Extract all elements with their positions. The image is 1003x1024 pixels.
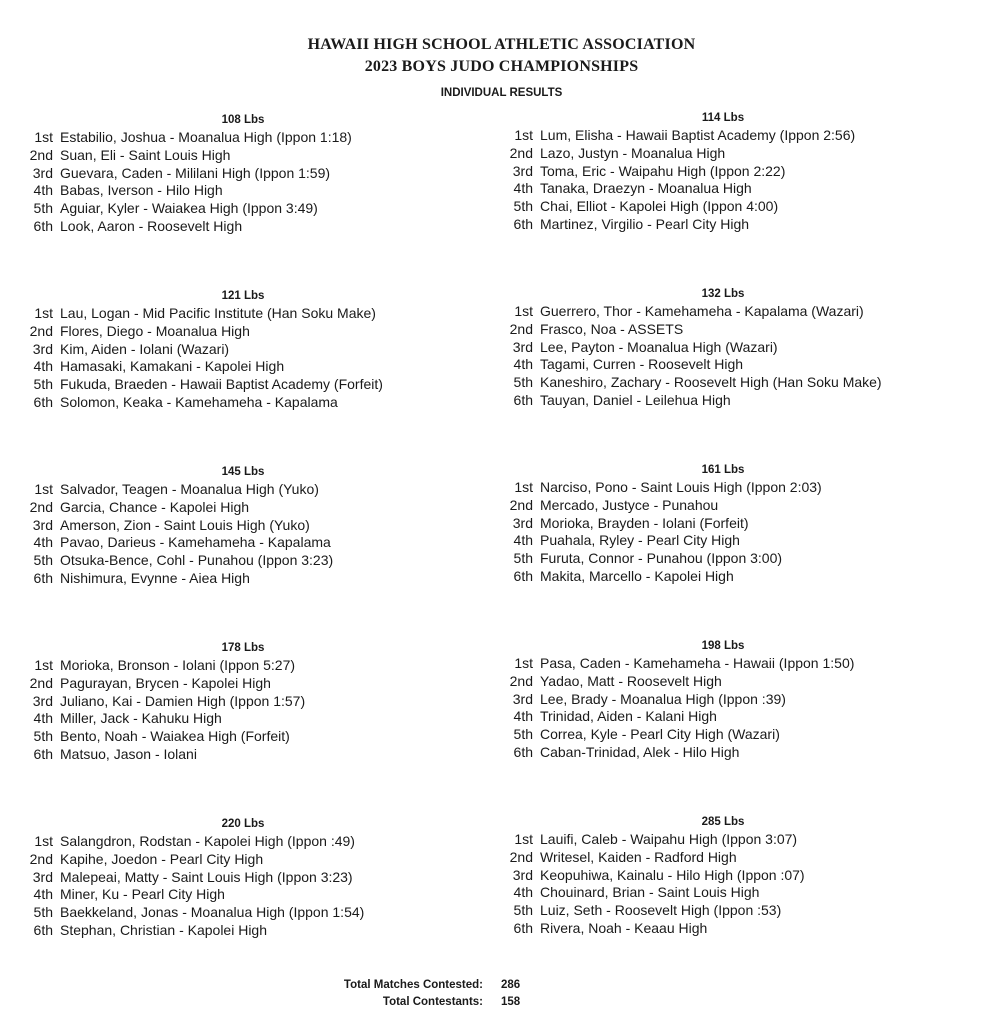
result-athlete: Bento, Noah - Waiakea High (Forfeit) — [60, 728, 290, 745]
weight-class-title: 132 Lbs — [701, 288, 745, 300]
result-athlete: Chai, Elliot - Kapolei High (Ippon 4:00) — [540, 198, 779, 215]
result-athlete: Morioka, Brayden - Iolani (Forfeit) — [540, 514, 749, 531]
result-row — [23, 200, 463, 218]
result-place: 6th — [33, 745, 53, 762]
result-athlete: Garcia, Chance - Kapolei High — [60, 498, 250, 515]
result-place: 5th — [33, 376, 53, 393]
result-row — [503, 515, 943, 533]
result-place: 6th — [513, 215, 533, 232]
result-row — [503, 673, 943, 691]
total-matches-value: 286 — [501, 979, 521, 991]
result-place: 6th — [33, 393, 53, 410]
result-row — [503, 831, 943, 849]
result-athlete: Kim, Aiden - Iolani (Wazari) — [60, 340, 230, 357]
result-athlete: Lazo, Justyn - Moanalua High — [540, 144, 726, 161]
result-place: 3rd — [512, 338, 533, 355]
result-athlete: Fukuda, Braeden - Hawaii Baptist Academy (Forfeit) — [60, 376, 383, 393]
result-place: 4th — [513, 356, 533, 373]
result-row — [503, 902, 943, 920]
result-athlete: Furuta, Connor - Punahou (Ippon 3:00) — [540, 550, 783, 567]
result-row — [503, 568, 943, 586]
result-place: 3rd — [32, 164, 53, 181]
result-place: 2nd — [509, 672, 533, 689]
result-row — [503, 374, 943, 392]
result-place: 1st — [514, 479, 533, 495]
weight-class-block — [23, 642, 463, 764]
weight-class-title: 121 Lbs — [221, 290, 265, 302]
result-row — [503, 163, 943, 181]
total-matches-label: Total Matches Contested: — [343, 979, 483, 991]
result-athlete: Nishimura, Evynne - Aiea High — [60, 569, 250, 586]
result-place: 3rd — [512, 866, 533, 883]
result-place: 1st — [34, 481, 53, 497]
result-place: 1st — [34, 305, 53, 321]
result-row — [503, 339, 943, 357]
result-place: 6th — [513, 567, 533, 584]
result-place: 5th — [513, 902, 533, 919]
result-row — [503, 867, 943, 885]
result-row — [23, 657, 463, 675]
result-place: 6th — [33, 921, 53, 938]
result-athlete: Frasco, Noa - ASSETS — [540, 320, 684, 337]
result-row — [23, 182, 463, 200]
total-contestants-label: Total Contestants: — [382, 996, 483, 1008]
result-place: 6th — [513, 743, 533, 760]
weight-class-title: 108 Lbs — [221, 114, 265, 126]
result-athlete: Writesel, Kaiden - Radford High — [540, 848, 737, 865]
result-place: 2nd — [509, 848, 533, 865]
weight-class-title: 178 Lbs — [221, 642, 265, 654]
result-row — [503, 479, 943, 497]
result-row — [23, 341, 463, 359]
result-place: 5th — [33, 728, 53, 745]
result-row — [23, 746, 463, 764]
result-athlete: Estabilio, Joshua - Moanalua High (Ippon 1:18) — [60, 129, 352, 145]
result-place: 1st — [34, 657, 53, 673]
result-athlete: Narciso, Pono - Saint Louis High (Ippon 2:03) — [540, 479, 822, 495]
result-athlete: Guerrero, Thor - Kamehameha - Kapalama (Wazari) — [540, 303, 864, 319]
result-athlete: Tanaka, Draezyn - Moanalua High — [540, 180, 752, 197]
result-row — [23, 305, 463, 323]
result-athlete: Kapihe, Joedon - Pearl City High — [60, 850, 264, 867]
result-place: 4th — [33, 710, 53, 727]
result-place: 3rd — [512, 514, 533, 531]
result-athlete: Solomon, Keaka - Kamehameha - Kapalama — [60, 393, 338, 410]
result-place: 3rd — [512, 690, 533, 707]
result-row — [23, 869, 463, 887]
result-athlete: Look, Aaron - Roosevelt High — [60, 217, 243, 234]
result-row — [503, 145, 943, 163]
result-place: 3rd — [32, 692, 53, 709]
result-place: 2nd — [509, 320, 533, 337]
result-athlete: Flores, Diego - Moanalua High — [60, 322, 250, 339]
result-row — [503, 655, 943, 673]
result-athlete: Morioka, Bronson - Iolani (Ippon 5:27) — [60, 657, 296, 673]
result-place: 3rd — [512, 162, 533, 179]
result-row — [23, 675, 463, 693]
result-athlete: Pasa, Caden - Kamehameha - Hawaii (Ippon 1:50) — [540, 655, 855, 671]
result-athlete: Caban-Trinidad, Alek - Hilo High — [540, 743, 740, 760]
result-athlete: Aguiar, Kyler - Waiakea High (Ippon 3:49) — [60, 200, 318, 217]
result-row — [503, 198, 943, 216]
result-row — [503, 884, 943, 902]
result-athlete: Puahala, Ryley - Pearl City High — [540, 532, 740, 549]
result-athlete: Pagurayan, Brycen - Kapolei High — [60, 674, 271, 691]
result-athlete: Otsuka-Bence, Cohl - Punahou (Ippon 3:23) — [60, 552, 334, 569]
result-row — [23, 499, 463, 517]
result-place: 4th — [33, 886, 53, 903]
result-place: 2nd — [509, 496, 533, 513]
result-place: 6th — [33, 217, 53, 234]
result-row — [23, 323, 463, 341]
result-place: 1st — [514, 303, 533, 319]
result-athlete: Makita, Marcello - Kapolei High — [540, 567, 734, 584]
weight-class-block — [23, 818, 463, 940]
weight-class-title: 161 Lbs — [701, 464, 745, 476]
weight-class-block — [503, 464, 943, 586]
weight-class-block — [23, 114, 463, 236]
result-athlete: Hamasaki, Kamakani - Kapolei High — [60, 358, 285, 375]
result-athlete: Matsuo, Jason - Iolani — [60, 745, 197, 762]
result-athlete: Salangdron, Rodstan - Kapolei High (Ippon :49) — [60, 833, 355, 849]
weight-class-block — [23, 466, 463, 588]
result-row — [23, 693, 463, 711]
result-athlete: Miller, Jack - Kahuku High — [60, 710, 222, 727]
result-place: 2nd — [29, 850, 53, 867]
result-athlete: Correa, Kyle - Pearl City High (Wazari) — [540, 726, 780, 743]
result-row — [503, 849, 943, 867]
result-place: 2nd — [29, 674, 53, 691]
result-place: 4th — [33, 534, 53, 551]
result-athlete: Keopuhiwa, Kainalu - Hilo High (Ippon :07) — [540, 866, 805, 883]
result-athlete: Yadao, Matt - Roosevelt High — [540, 672, 722, 689]
result-row — [23, 552, 463, 570]
title-line-1: HAWAII HIGH SCHOOL ATHLETIC ASSOCIATION — [307, 36, 696, 53]
result-place: 1st — [514, 831, 533, 847]
result-athlete: Chouinard, Brian - Saint Louis High — [540, 884, 760, 901]
result-place: 4th — [513, 532, 533, 549]
result-place: 2nd — [509, 144, 533, 161]
result-row — [23, 728, 463, 746]
result-row — [23, 710, 463, 728]
result-place: 4th — [513, 884, 533, 901]
title-line-2: 2023 BOYS JUDO CHAMPIONSHIPS — [364, 58, 639, 75]
result-place: 1st — [34, 833, 53, 849]
result-row — [23, 922, 463, 940]
result-place: 2nd — [29, 146, 53, 163]
result-athlete: Lauifi, Caleb - Waipahu High (Ippon 3:07) — [540, 831, 798, 847]
result-place: 6th — [513, 391, 533, 408]
total-contestants-row — [0, 996, 1003, 1012]
result-row — [503, 726, 943, 744]
result-row — [23, 147, 463, 165]
result-athlete: Stephan, Christian - Kapolei High — [60, 921, 268, 938]
result-row — [503, 532, 943, 550]
weight-class-title: 285 Lbs — [701, 816, 745, 828]
result-place: 4th — [513, 180, 533, 197]
weight-class-title: 220 Lbs — [221, 818, 265, 830]
result-athlete: Baekkeland, Jonas - Moanalua High (Ippon 1:54) — [60, 904, 365, 921]
result-place: 3rd — [32, 340, 53, 357]
result-place: 6th — [513, 919, 533, 936]
result-row — [503, 180, 943, 198]
result-athlete: Juliano, Kai - Damien High (Ippon 1:57) — [60, 692, 306, 709]
result-athlete: Tagami, Curren - Roosevelt High — [540, 356, 744, 373]
result-place: 1st — [514, 655, 533, 671]
result-athlete: Suan, Eli - Saint Louis High — [60, 146, 231, 163]
page-subtitle: INDIVIDUAL RESULTS — [440, 87, 563, 99]
result-athlete: Martinez, Virgilio - Pearl City High — [540, 215, 750, 232]
weight-class-block — [503, 112, 943, 234]
weight-class-block — [503, 640, 943, 762]
result-row — [23, 358, 463, 376]
weight-class-title: 198 Lbs — [701, 640, 745, 652]
result-athlete: Luiz, Seth - Roosevelt High (Ippon :53) — [540, 902, 782, 919]
result-row — [503, 550, 943, 568]
result-athlete: Mercado, Justyce - Punahou — [540, 496, 719, 513]
weight-class-title: 114 Lbs — [701, 112, 745, 124]
result-row — [23, 481, 463, 499]
result-row — [23, 886, 463, 904]
result-row — [503, 356, 943, 374]
result-row — [503, 303, 943, 321]
weight-class-block — [503, 816, 943, 938]
weight-class-title: 145 Lbs — [221, 466, 265, 478]
result-place: 3rd — [32, 868, 53, 885]
result-place: 4th — [33, 182, 53, 199]
result-athlete: Tauyan, Daniel - Leilehua High — [540, 391, 731, 408]
result-row — [503, 691, 943, 709]
result-athlete: Lum, Elisha - Hawaii Baptist Academy (Ippon 2:56) — [540, 127, 856, 143]
result-row — [23, 570, 463, 588]
result-row — [23, 534, 463, 552]
result-row — [23, 394, 463, 412]
result-row — [23, 376, 463, 394]
result-athlete: Trinidad, Aiden - Kalani High — [540, 708, 717, 725]
result-place: 5th — [513, 198, 533, 215]
result-athlete: Pavao, Darieus - Kamehameha - Kapalama — [60, 534, 331, 551]
result-row — [503, 392, 943, 410]
result-row — [23, 904, 463, 922]
result-row — [503, 920, 943, 938]
result-athlete: Rivera, Noah - Keaau High — [540, 919, 708, 936]
result-place: 5th — [513, 374, 533, 391]
result-athlete: Amerson, Zion - Saint Louis High (Yuko) — [60, 516, 310, 533]
result-place: 6th — [33, 569, 53, 586]
result-row — [503, 497, 943, 515]
result-athlete: Babas, Iverson - Hilo High — [60, 182, 223, 199]
result-place: 5th — [513, 550, 533, 567]
result-athlete: Lee, Brady - Moanalua High (Ippon :39) — [540, 690, 786, 707]
result-athlete: Lee, Payton - Moanalua High (Wazari) — [540, 338, 778, 355]
result-place: 2nd — [29, 322, 53, 339]
result-athlete: Guevara, Caden - Mililani High (Ippon 1:59) — [60, 164, 331, 181]
result-place: 5th — [33, 904, 53, 921]
result-row — [23, 517, 463, 535]
weight-class-block — [503, 288, 943, 410]
result-athlete: Toma, Eric - Waipahu High (Ippon 2:22) — [540, 162, 786, 179]
result-athlete: Miner, Ku - Pearl City High — [60, 886, 225, 903]
result-row — [503, 744, 943, 762]
total-contestants-value: 158 — [501, 996, 521, 1008]
result-athlete: Kaneshiro, Zachary - Roosevelt High (Han Soku Make) — [540, 374, 882, 391]
result-place: 5th — [33, 552, 53, 569]
result-row — [23, 129, 463, 147]
result-place: 1st — [34, 129, 53, 145]
result-row — [23, 218, 463, 236]
result-place: 4th — [33, 358, 53, 375]
result-row — [23, 833, 463, 851]
result-place: 2nd — [29, 498, 53, 515]
result-place: 3rd — [32, 516, 53, 533]
result-row — [503, 127, 943, 145]
result-place: 1st — [514, 127, 533, 143]
result-place: 4th — [513, 708, 533, 725]
result-row — [23, 851, 463, 869]
weight-class-block — [23, 290, 463, 412]
result-athlete: Salvador, Teagen - Moanalua High (Yuko) — [60, 481, 319, 497]
result-athlete: Lau, Logan - Mid Pacific Institute (Han Soku Make) — [60, 305, 376, 321]
total-matches-row — [0, 979, 1003, 995]
result-row — [503, 708, 943, 726]
result-place: 5th — [513, 726, 533, 743]
result-row — [23, 165, 463, 183]
result-athlete: Malepeai, Matty - Saint Louis High (Ippon 3:23) — [60, 868, 353, 885]
result-place: 5th — [33, 200, 53, 217]
result-row — [503, 216, 943, 234]
result-row — [503, 321, 943, 339]
